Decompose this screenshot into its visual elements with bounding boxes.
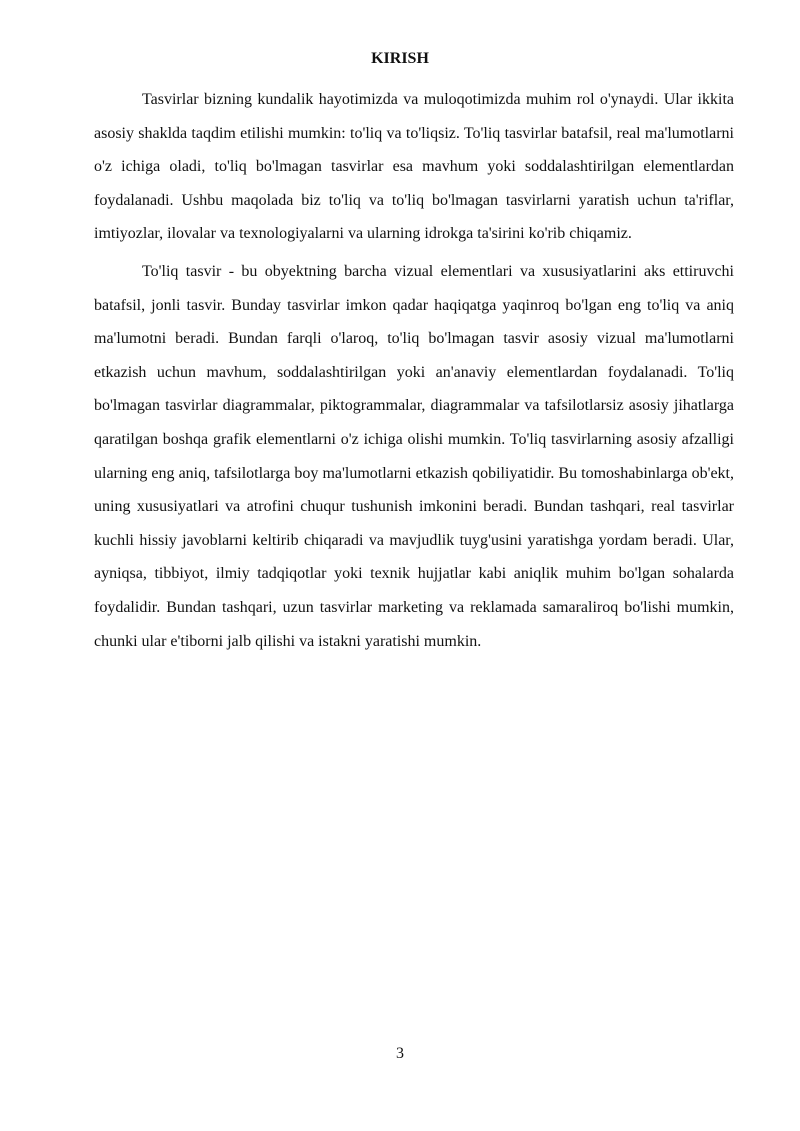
paragraph-full-image: To'liq tasvir - bu obyektning barcha vizual elementlari va xususiyatlarini aks ettiruvchi batafsil, jonli tasvir. Bunday tasvirlar imkon qadar haqiqatga yaqinroq bo'lgan eng to'liq va aniq ma'lumotni beradi. Bundan farqli o'laroq, to'liq bo'lmagan tasvir asosiy vizual ma'lumotlarni etkazish uchun mavhum, soddalashtirilgan yoki an'anaviy elementlardan foydalanadi. To'liq bo'lmagan tasvirlar diagrammalar, piktogrammalar, diagrammalar va tafsilotlarsiz asosiy jihatlarga qaratilgan boshqa grafik elementlarni o'z ichiga olishi mumkin. To'liq tasvirlarning asosiy afzalligi ularning eng aniq, tafsilotlarga boy ma'lumotlarni etkazish qobiliyatidir. Bu tomoshabinlarga ob'ekt, uning xususiyatlari va atrofini chuqur tushunish imkonini beradi. Bundan tashqari, real tasvirlar kuchli hissiy javoblarni keltirib chiqaradi va mavjudlik tuyg'usini yaratishga yordam beradi. Ular, ayniqsa, tibbiyot, ilmiy tadqiqotlar yoki texnik hujjatlar kabi aniqlik muhim bo'lgan sohalarda foydalidir. Bundan tashqari, uzun tasvirlar marketing va reklamada samaraliroq bo'lishi mumkin, chunki ular e'tiborni jalb qilishi va istakni yaratishi mumkin. bbox=[94, 262, 734, 650]
body-text bbox=[94, 83, 734, 658]
paragraph-intro: Tasvirlar bizning kundalik hayotimizda va muloqotimizda muhim rol o'ynaydi. Ular ikkita asosiy shaklda taqdim etilishi mumkin: to'liq va to'liqsiz. To'liq tasvirlar batafsil, real ma'lumotlarni o'z ichiga oladi, to'liq bo'lmagan tasvirlar esa mavhum yoki soddalashtirilgan elementlardan foydalanadi. Ushbu maqolada biz to'liq va to'liq bo'lmagan tasvirlarni yaratish uchun ta'riflar, imtiyozlar, ilovalar va texnologiyalarni va ularning idrokga ta'sirini ko'rib chiqamiz. bbox=[94, 91, 734, 243]
page-number: 3 bbox=[396, 1045, 404, 1062]
section-title: KIRISH bbox=[371, 50, 429, 67]
